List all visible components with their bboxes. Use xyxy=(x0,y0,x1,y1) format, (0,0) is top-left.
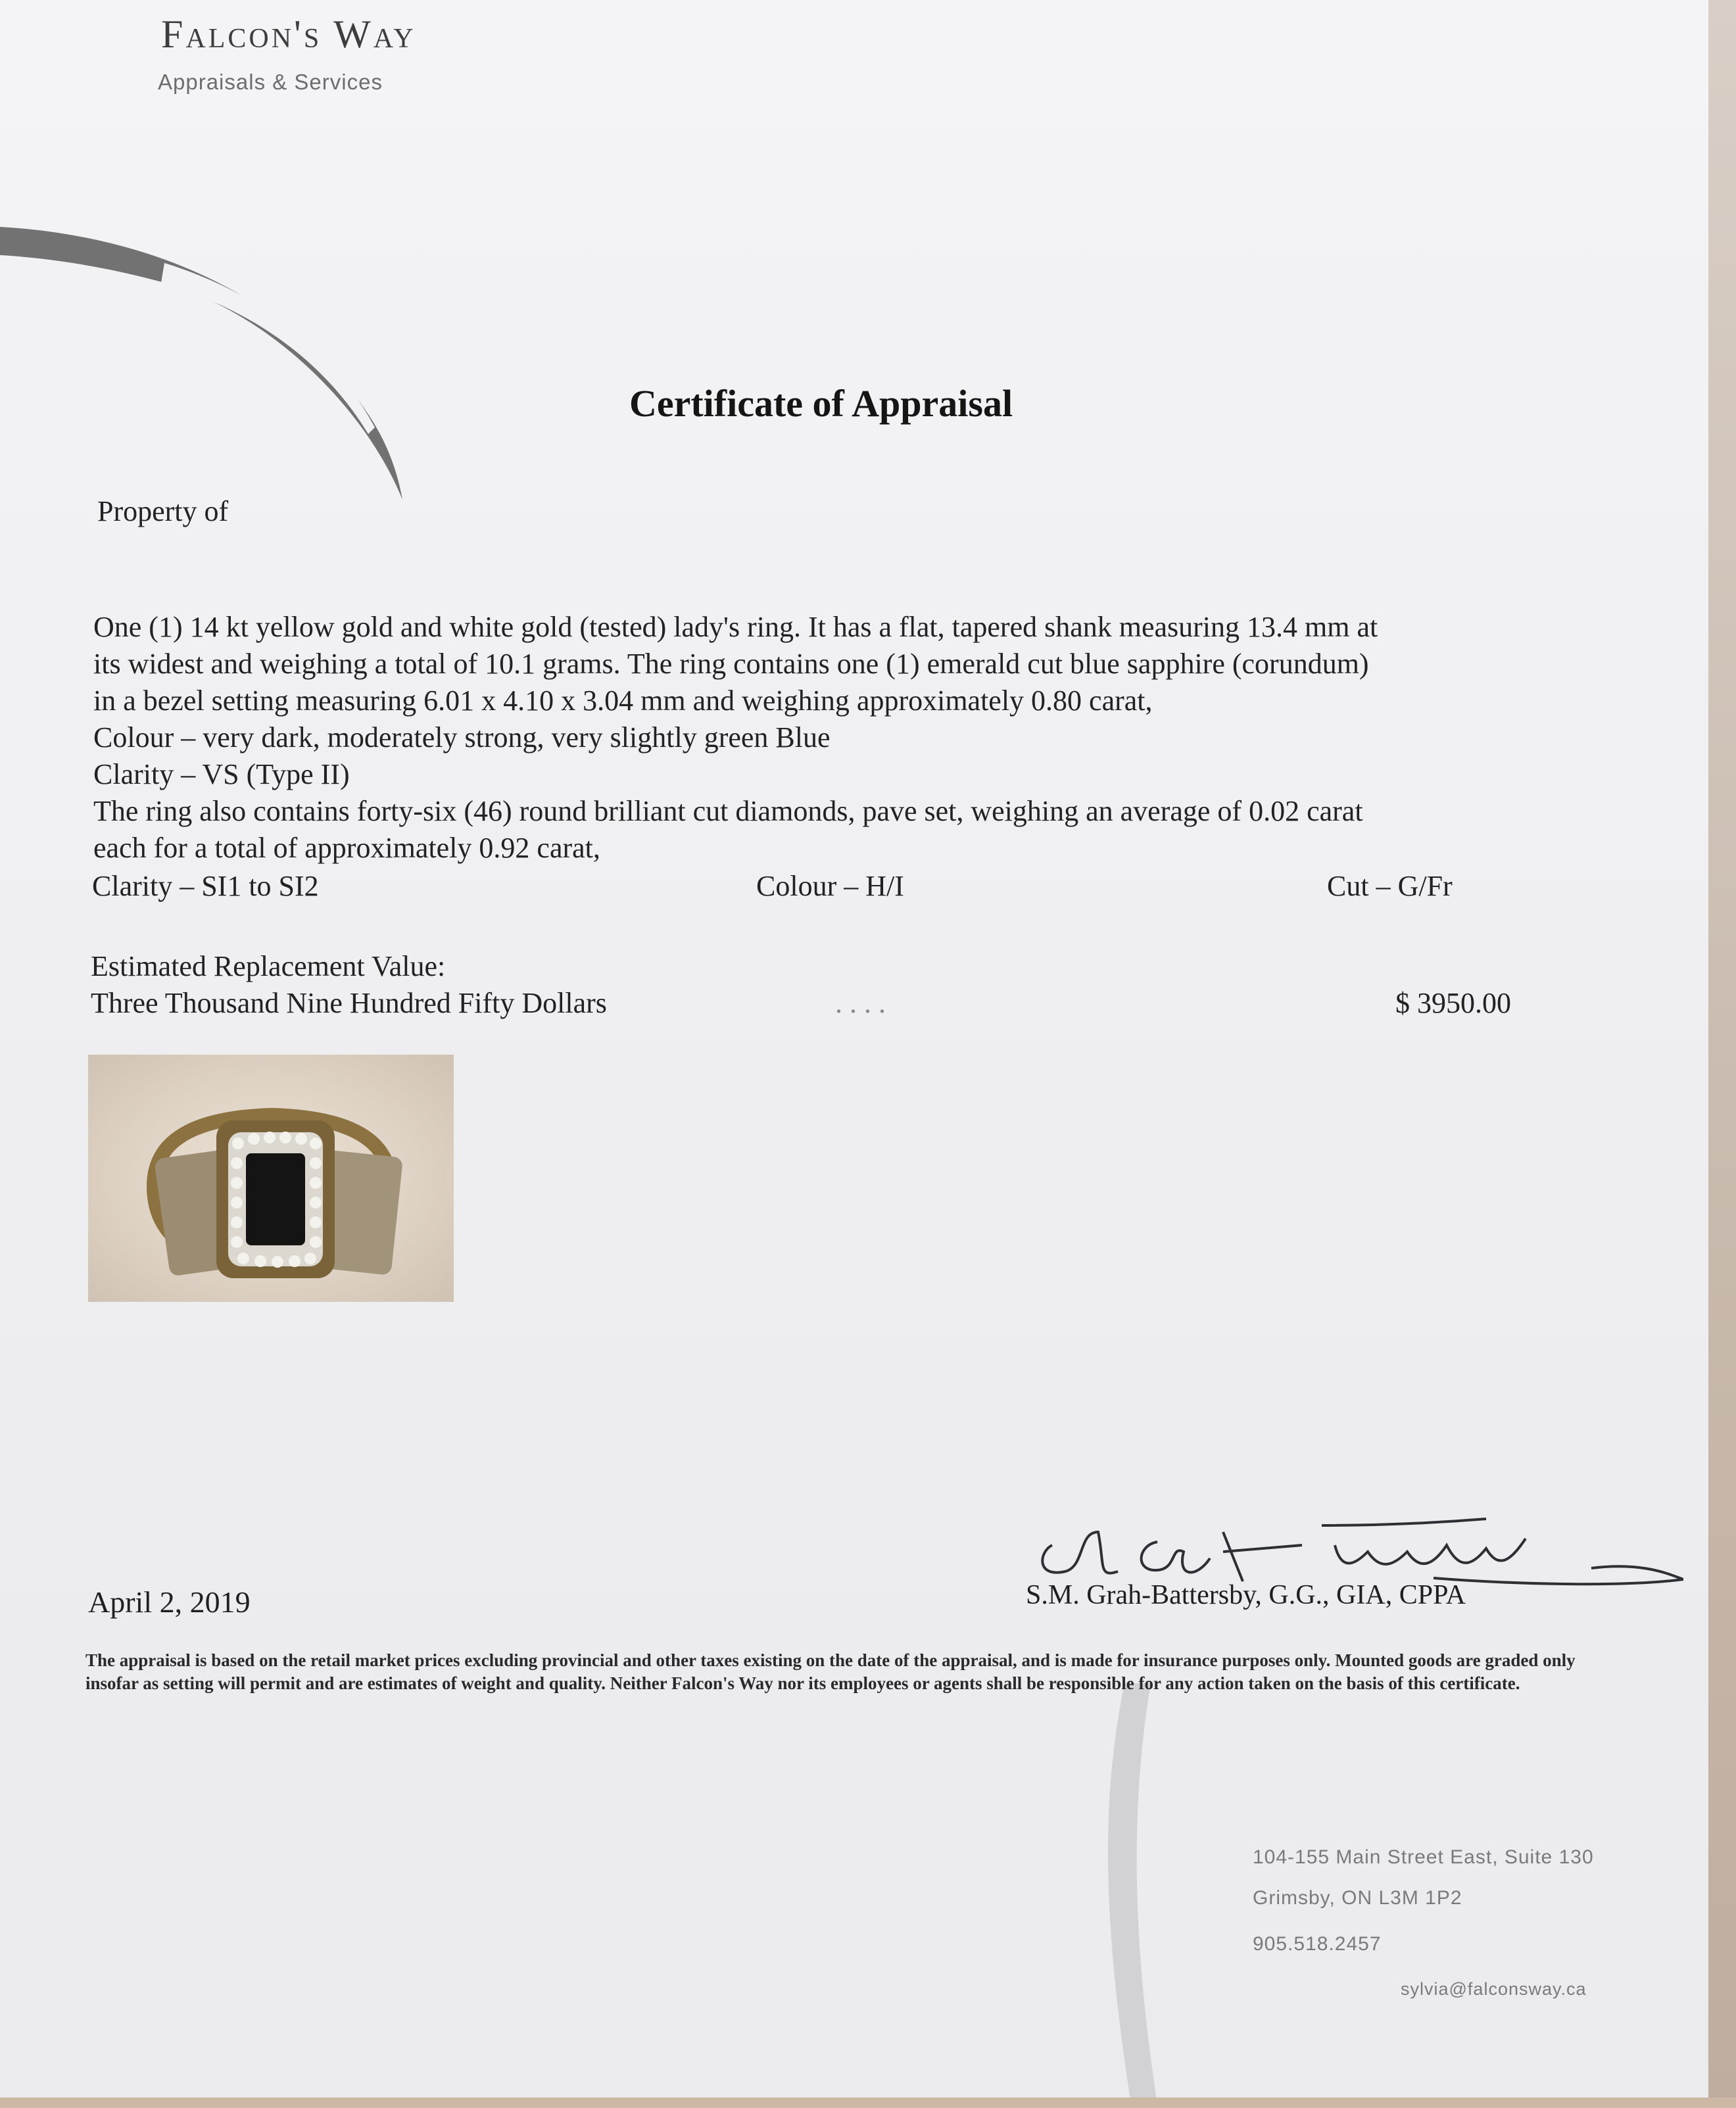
description-line: in a bezel setting measuring 6.01 x 4.10 x 3.04 mm and weighing approximately 0.80 carat, xyxy=(93,684,1153,717)
diamond-clarity-grade: Clarity – SI1 to SI2 xyxy=(92,870,319,902)
description-line: The ring also contains forty-six (46) round brilliant cut diamonds, pave set, weighing an average of 0.02 carat xyxy=(93,795,1363,827)
company-tagline: Appraisals & Services xyxy=(158,70,383,94)
background-edge xyxy=(0,2097,1736,2108)
description-line: Clarity – VS (Type II) xyxy=(93,758,350,790)
description-line: One (1) 14 kt yellow gold and white gold (tested) lady's ring. It has a flat, tapered shank measuring 13.4 mm at xyxy=(93,611,1378,643)
property-of-label: Property of xyxy=(97,495,229,527)
description-line: its widest and weighing a total of 10.1 grams. The ring contains one (1) emerald cut blue sapphire (corundum) xyxy=(93,648,1369,680)
letterhead-swoosh-graphic xyxy=(0,217,408,500)
ring-illustration xyxy=(88,1055,454,1302)
email-address: sylvia@falconsway.ca xyxy=(1401,1979,1587,1999)
legal-disclaimer: The appraisal is based on the retail market prices excluding provincial and other taxes existing on the date of the appraisal, and is made for insurance purposes only. Mounted goods are graded only insofar as setting will permit and are estimates of weight and quality. Neither Falcon's Way nor its employees or agents shall be responsible for any action taken on the basis of this certificate. xyxy=(85,1650,1576,1693)
appraisal-date: April 2, 2019 xyxy=(88,1585,251,1619)
company-logo-name: Falcon's Way xyxy=(161,12,416,56)
signer-name-credentials: S.M. Grah-Battersby, G.G., GIA, CPPA xyxy=(1026,1580,1466,1610)
diamond-colour-grade: Colour – H/I xyxy=(756,870,904,902)
ring-photo xyxy=(88,1055,454,1302)
valuation-in-words: Three Thousand Nine Hundred Fifty Dollars xyxy=(91,987,607,1019)
description-line: each for a total of approximately 0.92 carat, xyxy=(93,832,600,864)
description-line: Colour – very dark, moderately strong, very slightly green Blue xyxy=(93,721,831,754)
address-line-1: 104-155 Main Street East, Suite 130 xyxy=(1253,1846,1594,1868)
valuation-label: Estimated Replacement Value: xyxy=(91,950,446,982)
document-title: Certificate of Appraisal xyxy=(629,382,1013,425)
phone-number: 905.518.2457 xyxy=(1253,1933,1382,1955)
valuation-amount: $ 3950.00 xyxy=(1395,987,1511,1019)
diamond-cut-grade: Cut – G/Fr xyxy=(1327,870,1453,902)
background-surface xyxy=(1708,0,1736,2108)
address-line-2: Grimsby, ON L3M 1P2 xyxy=(1253,1887,1462,1909)
valuation-leader-dots: . . . . xyxy=(835,987,886,1019)
